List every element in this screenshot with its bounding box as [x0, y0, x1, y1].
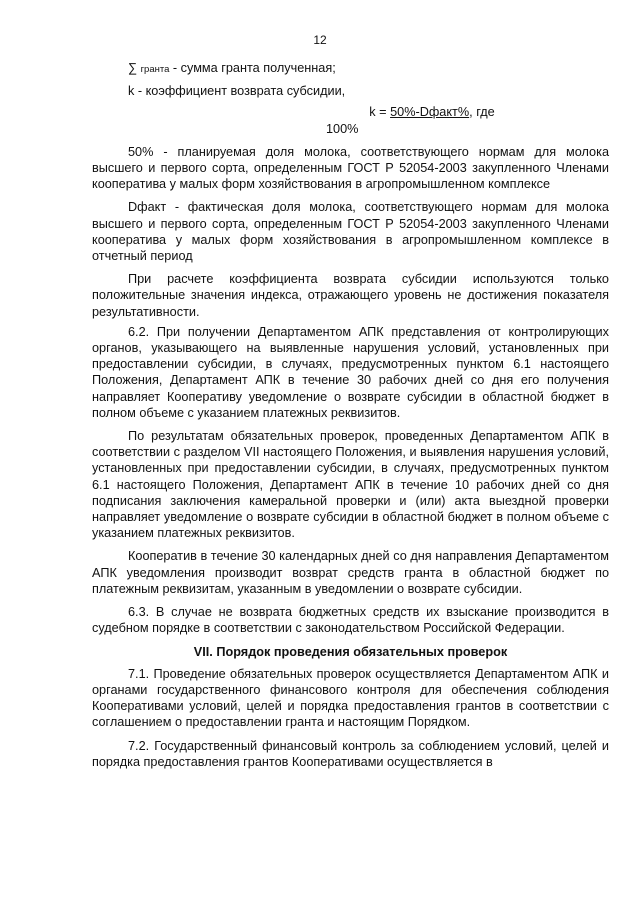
paragraph: По результатам обязательных проверок, проведенных Департаментом АПК в соответствии с разделом VII настоящего Положения, и выявления нарушения условий, установленных при предоставлении субсидии, в случаях, предусмотренных пунктом 6.1 настоящего Положения, Департамент АПК в течение 10 рабочих дней со дня подписания заключения камеральной проверки и (или) акта выездной проверки направляет уведомление о возврате субсидии в областной бюджет в полном объеме с указанием платежных реквизитов. [92, 429, 609, 541]
sum-symbol: ∑ [128, 61, 138, 75]
formula-suffix: , где [469, 105, 495, 120]
page-content [92, 60, 609, 770]
paragraph: 50% - планируемая доля молока, соответствующего нормам для молока высшего и первого сорта, определенным ГОСТ Р 52054-2003 закупленного Членами кооператива у малых форм хозяйствования в агропромышленном комплексе [92, 144, 609, 192]
page-number: 12 [313, 33, 327, 47]
formula [282, 104, 582, 136]
formula-numerator: 50%-Dфакт% [390, 105, 470, 120]
formula-lhs: k = [369, 105, 391, 120]
section-heading: VII. Порядок проведения обязательных проверок [193, 644, 508, 659]
paragraph: 7.1. Проведение обязательных проверок осуществляется Департаментом АПК и органами государственного финансового контроля для обеспечения соблюдения Кооперативами условий, целей и порядка предоставления грантов в соответствии с соглашением о предоставлении гранта и настоящим Порядком. [92, 666, 609, 730]
sum-text: - сумма гранта полученная; [169, 61, 336, 75]
formula-denominator: 100% [326, 121, 359, 136]
sum-definition [92, 60, 609, 78]
k-definition: k - коэффициент возврата субсидии, [128, 84, 346, 99]
paragraph: Dфакт - фактическая доля молока, соответствующего нормам для молока высшего и первого сорта, определенным ГОСТ Р 52054-2003 закупленного Членами кооператива у малых форм хозяйствования в агропромышленном комплексе в отчетный период [92, 200, 609, 264]
paragraph: 6.3. В случае не возврата бюджетных средств их взыскание производится в судебном порядке в соответствии с законодательством Российской Федерации. [92, 605, 609, 636]
paragraph: Кооператив в течение 30 календарных дней со дня направления Департаментом АПК уведомления производит возврат средств гранта в областной бюджет по платежным реквизитам, указанным в уведомлении о возврате субсидии. [92, 549, 609, 596]
paragraph: 6.2. При получении Департаментом АПК представления от контролирующих органов, указывающего на выявленные нарушения условий, установленных при предоставлении субсидии, в случаях, предусмотренных пунктом 6.1 настоящего Положения, Департамент АПК в течение 30 рабочих дней со дня его получения направляет Кооперативу уведомление о возврате субсидии в областной бюджет в полном объеме с указанием платежных реквизитов. [92, 324, 609, 420]
paragraph: При расчете коэффициента возврата субсидии используются только положительные значения индекса, отражающего уровень не достижения показателя результативности. [92, 272, 609, 319]
sum-subscript: гранта [140, 64, 170, 75]
paragraph: 7.2. Государственный финансовый контроль за соблюдением условий, целей и порядка предоставления грантов Кооперативами осуществляется в [92, 738, 609, 769]
